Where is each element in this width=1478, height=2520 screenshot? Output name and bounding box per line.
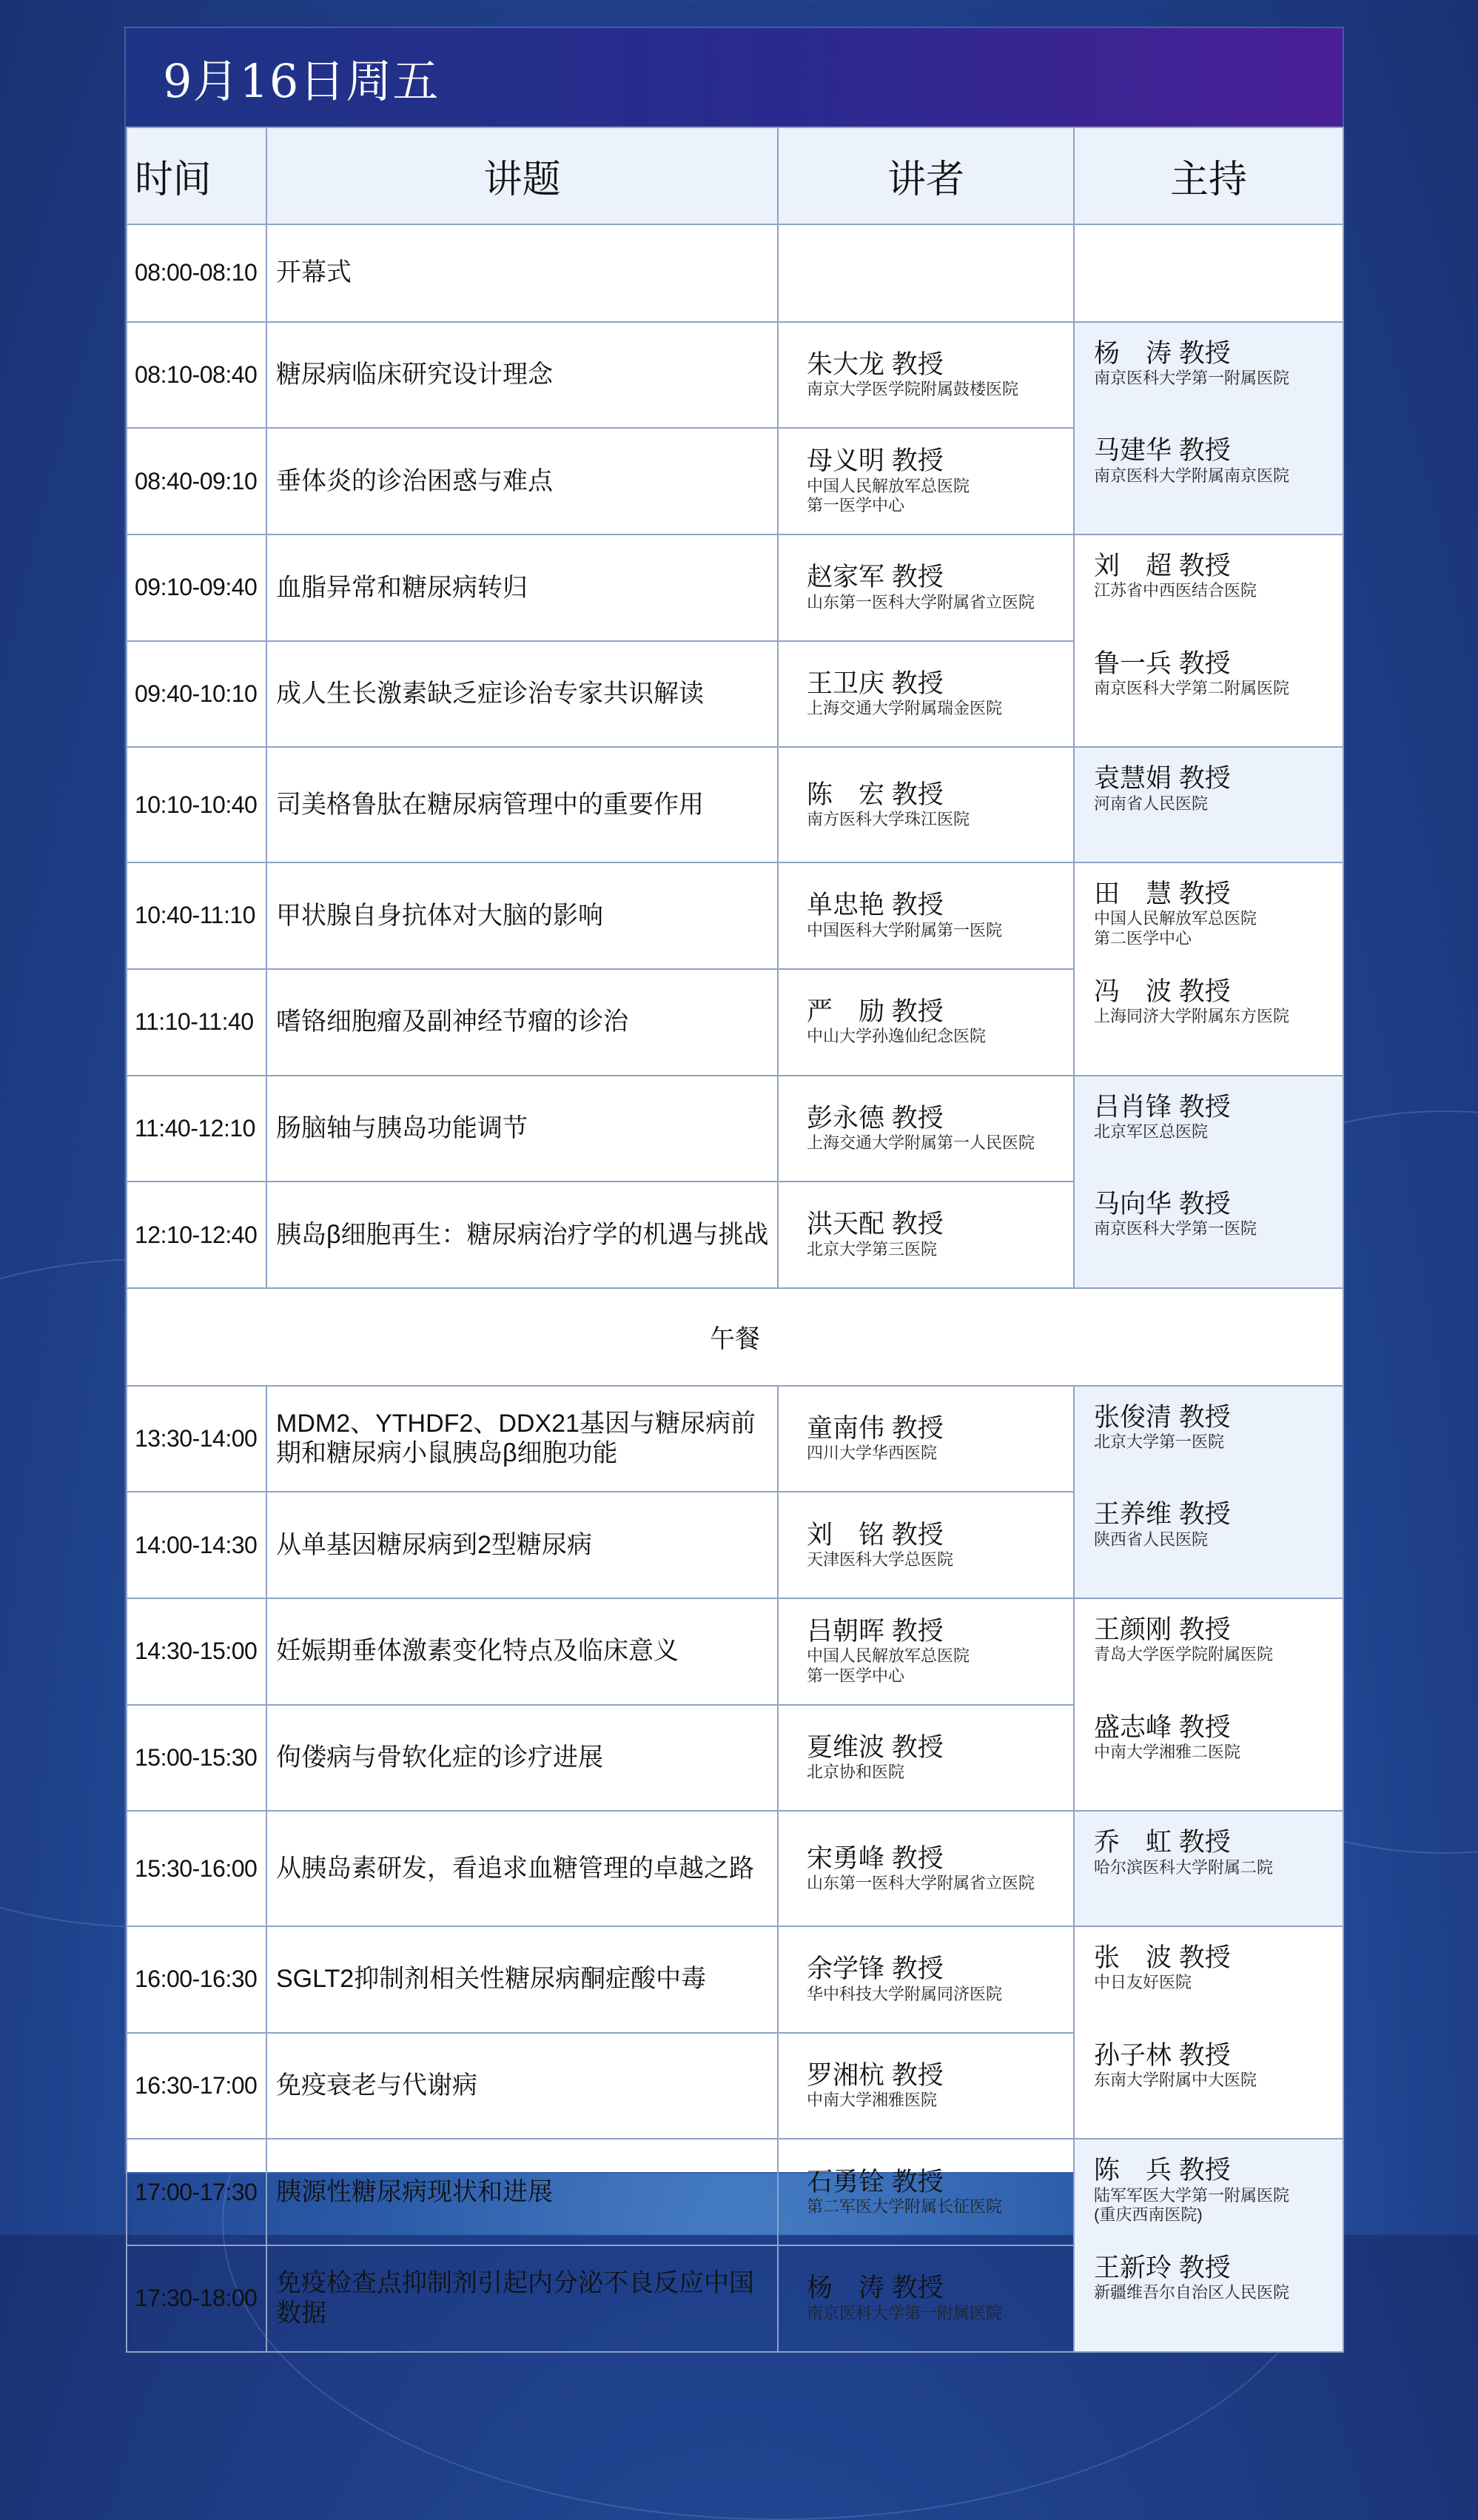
host-cell [1074,1926,1343,2139]
host-affiliation: 北京大学第一医院 [1094,1432,1225,1451]
speaker-cell [778,1182,1074,1288]
host-affiliation: 陕西省人民医院 [1094,1529,1209,1549]
schedule-sheet [124,27,1344,2328]
table-row [127,535,1343,641]
table-row [127,1076,1343,1182]
topic-cell: 嗜铬细胞瘤及副神经节瘤的诊治 [266,969,778,1076]
speaker-affiliation: 中山大学孙逸仙纪念医院 [807,1027,987,1046]
host-name: 张 波 教授 [1094,1943,1231,1972]
speaker-name: 童南伟 教授 [807,1413,944,1443]
host-name: 刘 超 教授 [1094,552,1231,581]
time-cell: 11:10-11:40 [127,969,266,1076]
host-affiliation: 中国人民解放军总医院 [1094,909,1257,928]
host-name: 田 慧 教授 [1094,879,1231,909]
host-affiliation: 上海同济大学附属东方医院 [1094,1007,1290,1026]
host-block [1094,649,1343,747]
table-row [127,1598,1343,1705]
table-row [127,322,1343,429]
host-name: 鲁一兵 教授 [1094,649,1231,678]
topic-cell: 胰岛β细胞再生：糖尿病治疗学的机遇与挑战 [266,1182,778,1288]
host-affiliation: 南京医科大学第一附属医院 [1094,368,1290,387]
host-affiliation: (重庆西南医院) [1094,2205,1203,2225]
host-affiliation: 哈尔滨医科大学附属二院 [1094,1857,1274,1877]
host-block [1094,436,1343,534]
host-block [1094,1190,1343,1287]
host-name: 吕肖锋 教授 [1094,1092,1231,1122]
host-block [1094,764,1343,862]
host-name: 马建华 教授 [1094,436,1231,466]
host-block [1094,879,1343,977]
host-name: 冯 波 教授 [1094,976,1231,1006]
topic-cell: 糖尿病临床研究设计理念 [266,322,778,429]
header-time: 时间 [127,127,266,224]
host-name: 王颜刚 教授 [1094,1615,1231,1644]
host-affiliation: 新疆维吾尔自治区人民医院 [1094,2283,1290,2302]
speaker-affiliation: 南京医科大学第一附属医院 [807,2303,1003,2322]
host-block [1094,1615,1343,1713]
table-row [127,1926,1343,2033]
speaker-cell [778,641,1074,748]
speaker-affiliation: 第二军医大学附属长征医院 [807,2196,1003,2216]
host-affiliation: 青岛大学医学院附属医院 [1094,1645,1274,1664]
time-cell: 08:40-09:10 [127,428,266,535]
time-cell: 17:30-18:00 [127,2245,266,2352]
speaker-affiliation: 第一医学中心 [807,496,905,515]
time-cell: 13:30-14:00 [127,1386,266,1492]
host-name: 王新玲 教授 [1094,2253,1231,2283]
speaker-name: 彭永德 教授 [807,1103,944,1133]
speaker-name: 刘 铭 教授 [807,1520,944,1549]
time-cell: 12:10-12:40 [127,1182,266,1288]
topic-cell: 开幕式 [266,224,778,322]
date-title: 9月16日周五 [163,54,440,108]
host-affiliation: 陆军军医大学第一附属医院 [1094,2185,1290,2205]
speaker-name: 罗湘杭 教授 [807,2060,944,2090]
table-row [127,224,1343,322]
host-block [1094,1093,1343,1190]
header-topic: 讲题 [266,127,778,224]
host-affiliation: 东南大学附属中大医院 [1094,2070,1257,2089]
speaker-name: 赵家军 教授 [807,563,944,592]
speaker-affiliation: 北京协和医院 [807,1763,905,1782]
speaker-affiliation: 南方医科大学珠江医院 [807,809,970,828]
time-cell: 10:40-11:10 [127,862,266,969]
time-cell: 14:30-15:00 [127,1598,266,1705]
table-header-row [127,127,1343,224]
table-row [127,1811,1343,1926]
host-affiliation: 北京军区总医院 [1094,1122,1209,1141]
date-banner [126,28,1343,127]
speaker-affiliation: 北京大学第三医院 [807,1239,938,1259]
speaker-cell [778,862,1074,969]
host-block [1094,1828,1343,1926]
topic-cell: 成人生长激素缺乏症诊治专家共识解读 [266,641,778,748]
host-affiliation: 江苏省中西医结合医院 [1094,581,1257,600]
speaker-name: 宋勇峰 教授 [807,1843,944,1873]
time-cell: 10:10-10:40 [127,747,266,862]
host-name: 袁慧娟 教授 [1094,764,1231,794]
speaker-cell [778,1076,1074,1182]
time-cell: 15:30-16:00 [127,1811,266,1926]
table-row [127,747,1343,862]
header-host: 主持 [1074,127,1343,224]
speaker-affiliation: 中国人民解放军总医院 [807,1646,970,1666]
speaker-cell [778,747,1074,862]
speaker-cell [778,2245,1074,2352]
schedule-table [126,127,1344,2353]
speaker-cell [778,1705,1074,1812]
speaker-cell [778,1492,1074,1598]
speaker-name: 母义明 教授 [807,446,944,476]
speaker-affiliation: 中国医科大学附属第一医院 [807,920,1003,939]
speaker-affiliation: 四川大学华西医院 [807,1444,938,1463]
speaker-affiliation: 中国人民解放军总医院 [807,476,970,495]
time-cell: 17:00-17:30 [127,2139,266,2245]
speaker-cell [778,2139,1074,2245]
topic-cell: 司美格鲁肽在糖尿病管理中的重要作用 [266,747,778,862]
host-block [1094,2253,1343,2351]
host-cell [1074,2139,1343,2351]
speaker-cell [778,224,1074,322]
host-block [1094,1943,1343,2041]
speaker-cell [778,2033,1074,2139]
host-block [1094,2156,1343,2253]
host-name: 乔 虹 教授 [1094,1828,1231,1857]
speaker-cell [778,428,1074,535]
host-block [1094,977,1343,1075]
speaker-name: 朱大龙 教授 [807,349,944,379]
time-cell: 09:10-09:40 [127,535,266,641]
speaker-affiliation: 中南大学湘雅医院 [807,2091,938,2110]
host-block [1094,339,1343,437]
host-block [1094,552,1343,649]
speaker-affiliation: 天津医科大学总医院 [807,1549,954,1569]
speaker-name: 杨 涛 教授 [807,2273,944,2303]
time-cell: 16:00-16:30 [127,1926,266,2033]
topic-cell: 甲状腺自身抗体对大脑的影响 [266,862,778,969]
speaker-affiliation: 南京大学医学院附属鼓楼医院 [807,380,1019,399]
table-row [127,862,1343,969]
speaker-name: 王卫庆 教授 [807,669,944,699]
host-block [1094,2041,1343,2139]
host-cell [1074,1598,1343,1811]
host-block [1094,1403,1343,1501]
time-cell: 08:10-08:40 [127,322,266,429]
speaker-cell [778,322,1074,429]
host-block [1094,1713,1343,1811]
speaker-affiliation: 上海交通大学附属瑞金医院 [807,699,1003,718]
host-cell [1074,1386,1343,1598]
host-block [1094,1500,1343,1598]
speaker-name: 吕朝晖 教授 [807,1616,944,1646]
host-name: 马向华 教授 [1094,1190,1231,1219]
speaker-cell [778,1811,1074,1926]
speaker-name: 单忠艳 教授 [807,891,944,920]
host-name: 张俊清 教授 [1094,1402,1231,1432]
speaker-affiliation: 第一医学中心 [807,1666,905,1685]
topic-cell: 从胰岛素研发，看追求血糖管理的卓越之路 [266,1811,778,1926]
speaker-name: 夏维波 教授 [807,1732,944,1762]
time-cell: 14:00-14:30 [127,1492,266,1598]
speaker-cell [778,535,1074,641]
table-row [127,1386,1343,1492]
topic-cell: 胰源性糖尿病现状和进展 [266,2139,778,2245]
host-affiliation: 南京医科大学第二附属医院 [1094,679,1290,697]
speaker-affiliation: 上海交通大学附属第一人民医院 [807,1133,1035,1153]
time-cell: 08:00-08:10 [127,224,266,322]
time-cell: 11:40-12:10 [127,1076,266,1182]
topic-cell: 免疫衰老与代谢病 [266,2033,778,2139]
host-cell [1074,1811,1343,1926]
topic-cell: 血脂异常和糖尿病转归 [266,535,778,641]
host-cell [1074,862,1343,1075]
host-name: 孙子林 教授 [1094,2040,1231,2070]
speaker-cell [778,1386,1074,1492]
host-affiliation: 中南大学湘雅二医院 [1094,1742,1241,1761]
speaker-name: 余学锋 教授 [807,1954,944,1984]
topic-cell: 肠脑轴与胰岛功能调节 [266,1076,778,1182]
table-row [127,2139,1343,2245]
topic-cell: 妊娠期垂体激素变化特点及临床意义 [266,1598,778,1705]
speaker-cell [778,1598,1074,1705]
speaker-affiliation: 山东第一医科大学附属省立医院 [807,592,1035,611]
host-affiliation: 中日友好医院 [1094,1973,1192,1992]
topic-cell: 垂体炎的诊治困惑与难点 [266,428,778,535]
host-cell [1074,1076,1343,1288]
topic-cell: SGLT2抑制剂相关性糖尿病酮症酸中毒 [266,1926,778,2033]
host-cell [1074,535,1343,747]
speaker-cell [778,969,1074,1076]
topic-cell: MDM2、YTHDF2、DDX21基因与糖尿病前期和糖尿病小鼠胰岛β细胞功能 [266,1386,778,1492]
speaker-cell [778,1926,1074,2033]
header-speaker: 讲者 [778,127,1074,224]
host-affiliation: 南京医科大学第一医院 [1094,1219,1257,1239]
topic-cell: 从单基因糖尿病到2型糖尿病 [266,1492,778,1598]
topic-cell: 佝偻病与骨软化症的诊疗进展 [266,1705,778,1812]
speaker-affiliation: 山东第一医科大学附属省立医院 [807,1873,1035,1892]
time-cell: 09:40-10:10 [127,641,266,748]
host-cell [1074,322,1343,535]
host-affiliation: 河南省人民医院 [1094,794,1209,813]
speaker-name: 严 励 教授 [807,997,944,1027]
host-name: 盛志峰 教授 [1094,1712,1231,1742]
host-name: 杨 涛 教授 [1094,338,1231,368]
host-cell-empty [1074,224,1343,322]
speaker-name: 陈 宏 教授 [807,780,944,809]
speaker-affiliation: 华中科技大学附属同济医院 [807,1984,1003,2003]
host-name: 陈 兵 教授 [1094,2156,1231,2185]
host-cell [1074,747,1343,862]
speaker-name: 石勇铨 教授 [807,2167,944,2196]
speaker-name: 洪天配 教授 [807,1210,944,1239]
host-affiliation: 第二医学中心 [1094,929,1192,948]
host-affiliation: 南京医科大学附属南京医院 [1094,466,1290,485]
time-cell: 16:30-17:00 [127,2033,266,2139]
lunch-label: 午餐 [127,1288,1343,1386]
time-cell: 15:00-15:30 [127,1705,266,1812]
lunch-row [127,1288,1343,1386]
topic-cell: 免疫检查点抑制剂引起内分泌不良反应中国数据 [266,2245,778,2352]
host-name: 王养维 教授 [1094,1500,1231,1529]
